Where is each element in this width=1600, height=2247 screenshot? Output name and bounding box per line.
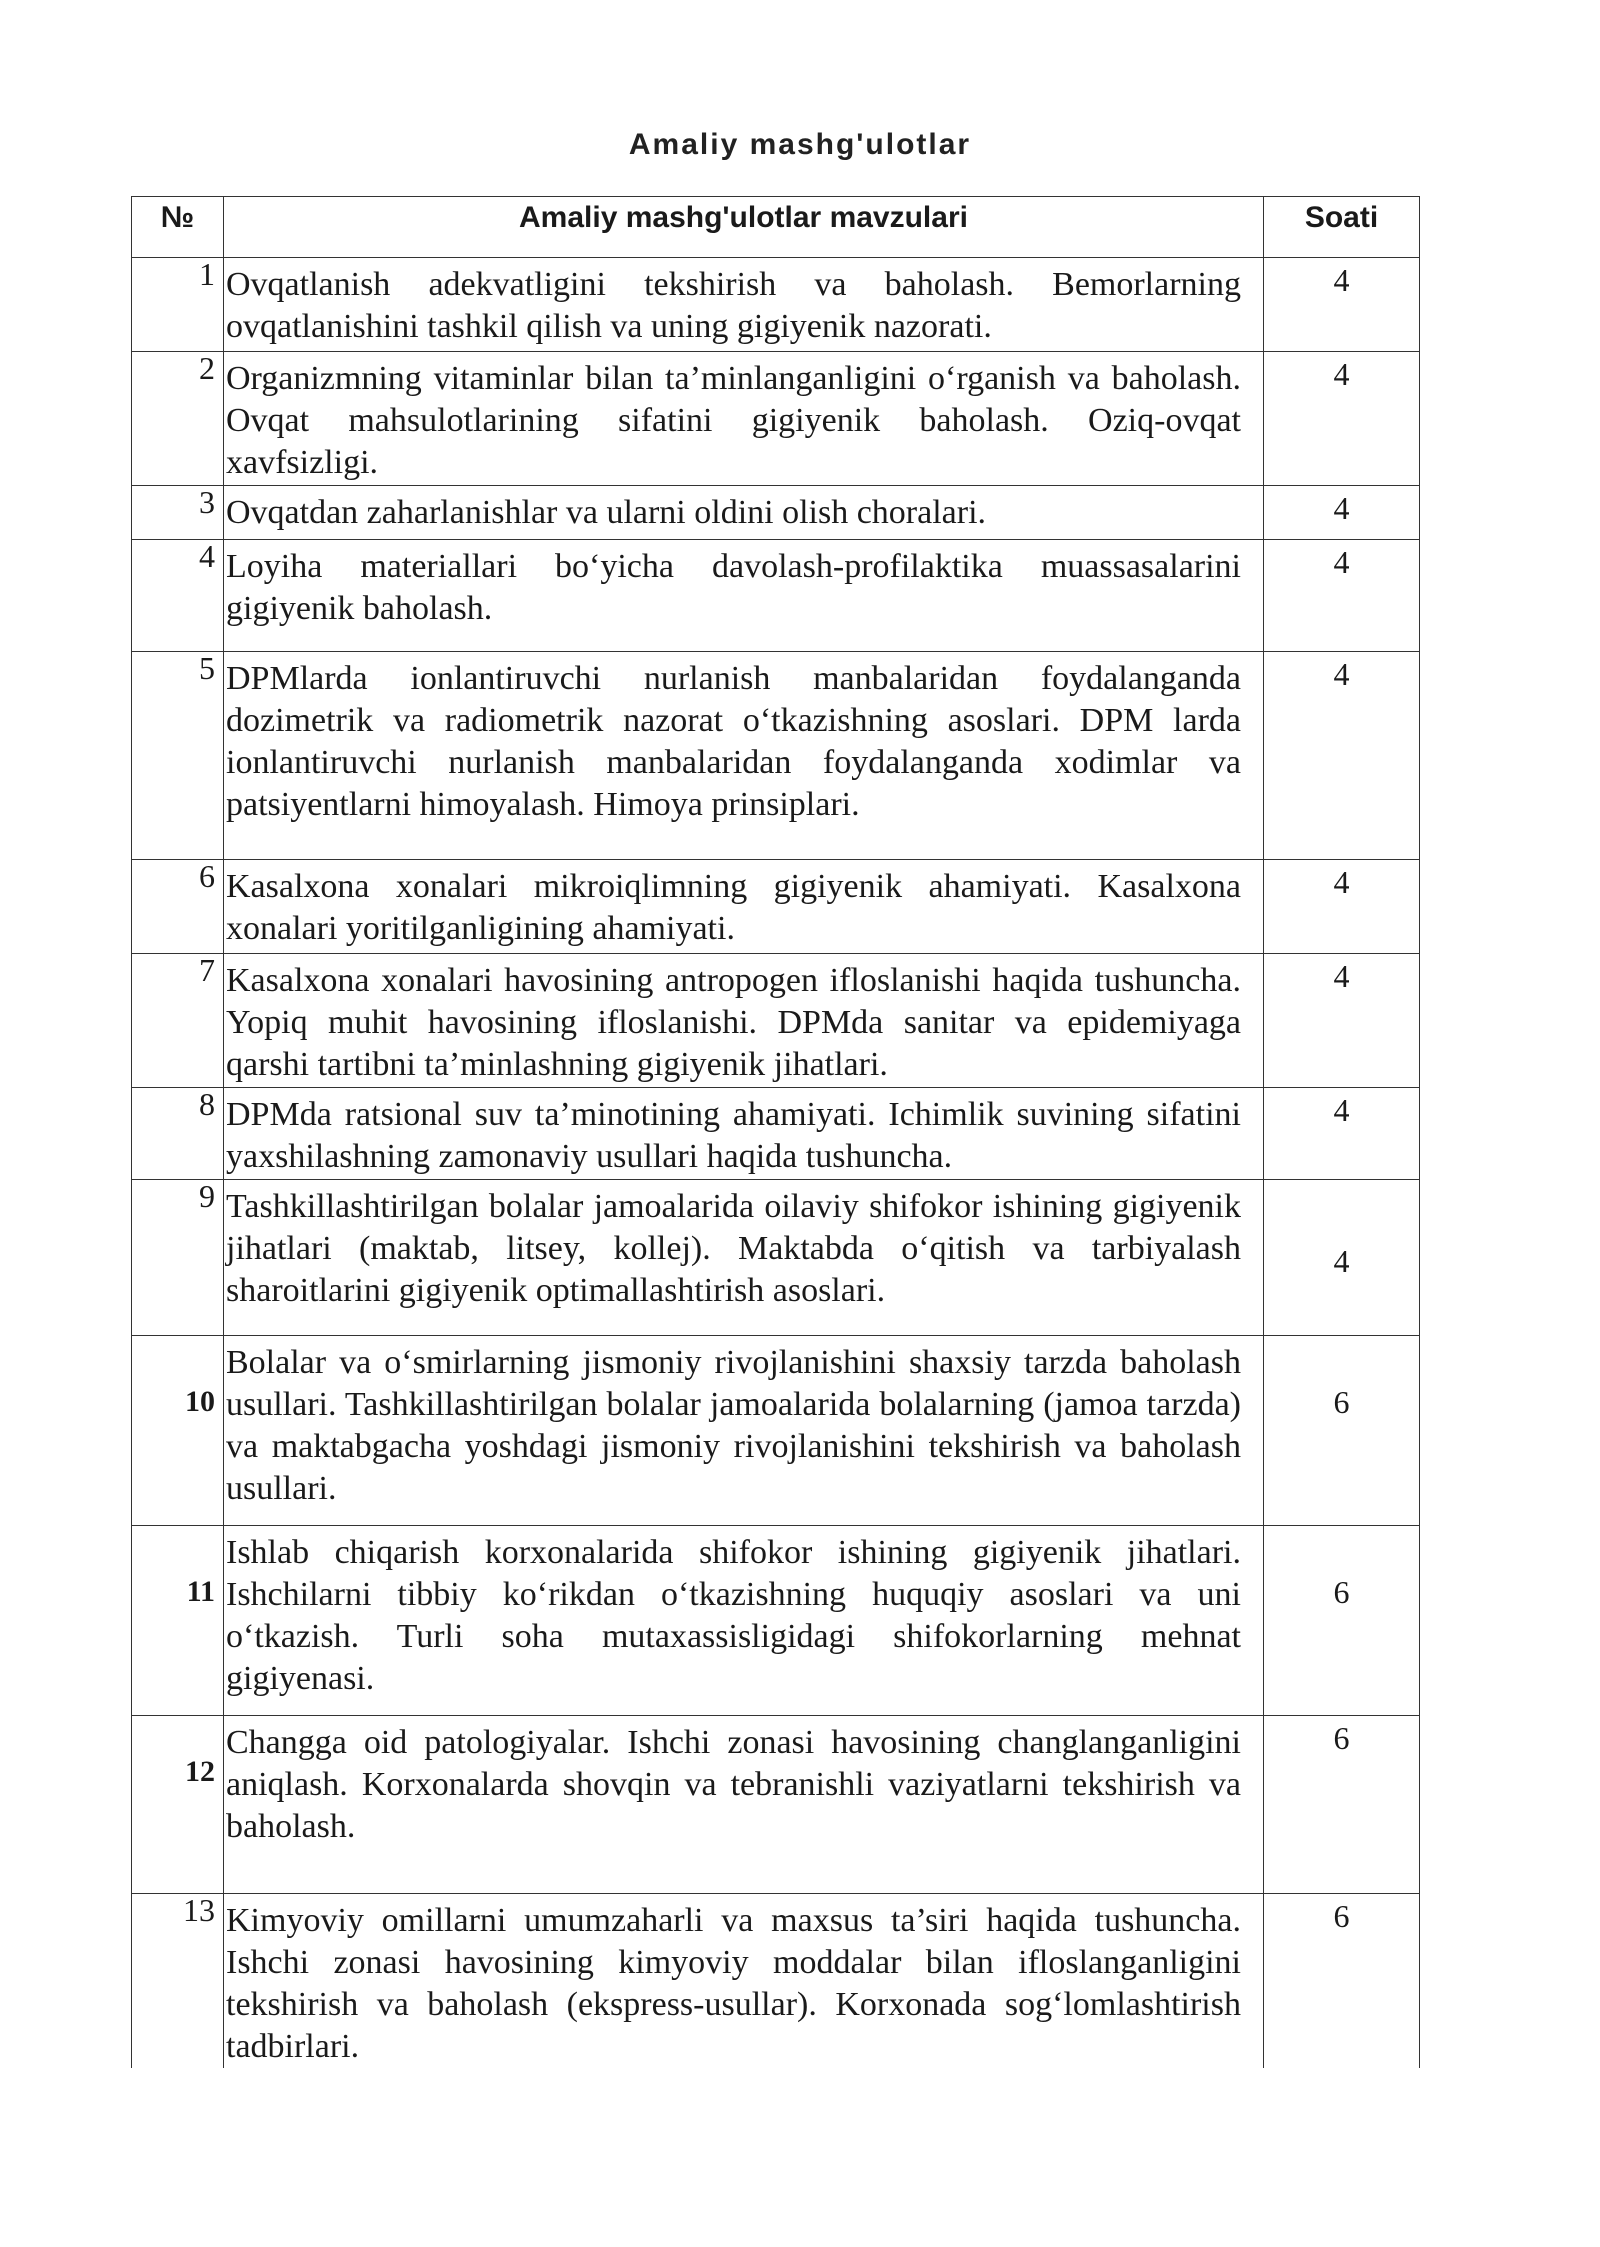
table-header-row <box>132 197 1420 258</box>
row-hours: 4 <box>1264 486 1420 540</box>
row-number: 6 <box>132 860 224 954</box>
header-number: № <box>132 197 224 258</box>
table-row <box>132 1180 1420 1336</box>
row-topic: Changga oid patologiyalar. Ishchi zonasi havosining changlanganligini aniqlash. Korxonalarda shovqin va tebranishli vaziyatlarni tekshirish va baholash. <box>224 1716 1264 1894</box>
row-hours: 6 <box>1264 1894 1420 2069</box>
table-row <box>132 540 1420 652</box>
row-hours: 6 <box>1264 1336 1420 1526</box>
row-hours: 4 <box>1264 860 1420 954</box>
row-topic: Kimyoviy omillarni umumzaharli va maxsus ta’siri haqida tushuncha. Ishchi zonasi havosining kimyoviy moddalar bilan ifloslanganligini tekshirish va baholash (ekspress-usullar). Korxonada sog‘lomlashtirish tadbirlari. <box>224 1894 1264 2069</box>
table-row <box>132 860 1420 954</box>
row-hours: 6 <box>1264 1526 1420 1716</box>
table-row <box>132 954 1420 1088</box>
row-topic: Loyiha materiallari bo‘yicha davolash-profilaktika muassasalarini gigiyenik baholash. <box>224 540 1264 652</box>
table-row <box>132 1088 1420 1180</box>
row-hours: 4 <box>1264 1088 1420 1180</box>
table-row <box>132 1336 1420 1526</box>
table-row <box>132 1526 1420 1716</box>
header-topic: Amaliy mashg'ulotlar mavzulari <box>224 197 1264 258</box>
row-topic: DPMda ratsional suv ta’minotining ahamiyati. Ichimlik suvining sifatini yaxshilashning zamonaviy usullari haqida tushuncha. <box>224 1088 1264 1180</box>
row-topic: Ovqatlanish adekvatligini tekshirish va baholash. Bemorlarning ovqatlanishini tashkil qilish va uning gigiyenik nazorati. <box>224 258 1264 352</box>
table-row <box>132 652 1420 860</box>
row-topic: Ovqatdan zaharlanishlar va ularni oldini olish choralari. <box>224 486 1264 540</box>
row-hours: 6 <box>1264 1716 1420 1894</box>
table-row <box>132 258 1420 352</box>
row-number: 12 <box>132 1716 224 1894</box>
row-number: 9 <box>132 1180 224 1336</box>
row-topic: DPMlarda ionlantiruvchi nurlanish manbalaridan foydalanganda dozimetrik va radiometrik nazorat o‘tkazishning asoslari. DPM larda ionlantiruvchi nurlanish manbalaridan foydalanganda xodimlar va patsiyentlarni himoyalash. Himoya prinsiplari. <box>224 652 1264 860</box>
table-row <box>132 352 1420 486</box>
row-number: 5 <box>132 652 224 860</box>
table-row <box>132 486 1420 540</box>
row-number: 4 <box>132 540 224 652</box>
row-number: 3 <box>132 486 224 540</box>
row-number: 2 <box>132 352 224 486</box>
row-topic: Ishlab chiqarish korxonalarida shifokor ishining gigiyenik jihatlari. Ishchilarni tibbiy ko‘rikdan o‘tkazishning huquqiy asoslari va uni o‘tkazish. Turli soha mutaxassisligidagi shifokorlarning mehnat gigiyenasi. <box>224 1526 1264 1716</box>
row-hours: 4 <box>1264 954 1420 1088</box>
row-number: 8 <box>132 1088 224 1180</box>
row-topic: Kasalxona xonalari mikroiqlimning gigiyenik ahamiyati. Kasalxona xonalari yoritilganligining ahamiyati. <box>224 860 1264 954</box>
table-row <box>132 1716 1420 1894</box>
row-number: 1 <box>132 258 224 352</box>
row-hours: 4 <box>1264 1180 1420 1336</box>
row-number: 7 <box>132 954 224 1088</box>
row-number: 13 <box>132 1894 224 2069</box>
row-topic: Bolalar va o‘smirlarning jismoniy rivojlanishini shaxsiy tarzda baholash usullari. Tashkillashtirilgan bolalar jamoalarida bolalarning (jamoa tarzda) va maktabgacha yoshdagi jismoniy rivojlanishini tekshirish va baholash usullari. <box>224 1336 1264 1526</box>
row-topic: Organizmning vitaminlar bilan ta’minlanganligini o‘rganish va baholash. Ovqat mahsulotlarining sifatini gigiyenik baholash. Oziq-ovqat xavfsizligi. <box>224 352 1264 486</box>
table-row <box>132 1894 1420 2069</box>
row-number: 11 <box>132 1526 224 1716</box>
row-hours: 4 <box>1264 258 1420 352</box>
row-topic: Tashkillashtirilgan bolalar jamoalarida oilaviy shifokor ishining gigiyenik jihatlari (maktab, litsey, kollej). Maktabda o‘qitish va tarbiyalash sharoitlarini gigiyenik optimallashtirish asoslari. <box>224 1180 1264 1336</box>
header-hours: Soati <box>1264 197 1420 258</box>
page-title: Amaliy mashg'ulotlar <box>628 128 972 161</box>
row-hours: 4 <box>1264 352 1420 486</box>
practical-sessions-table <box>131 196 1420 2068</box>
row-topic: Kasalxona xonalari havosining antropogen ifloslanishi haqida tushuncha. Yopiq muhit havosining ifloslanishi. DPMda sanitar va epidemiyaga qarshi tartibni ta’minlashning gigiyenik jihatlari. <box>224 954 1264 1088</box>
row-number: 10 <box>132 1336 224 1526</box>
row-hours: 4 <box>1264 652 1420 860</box>
row-hours: 4 <box>1264 540 1420 652</box>
